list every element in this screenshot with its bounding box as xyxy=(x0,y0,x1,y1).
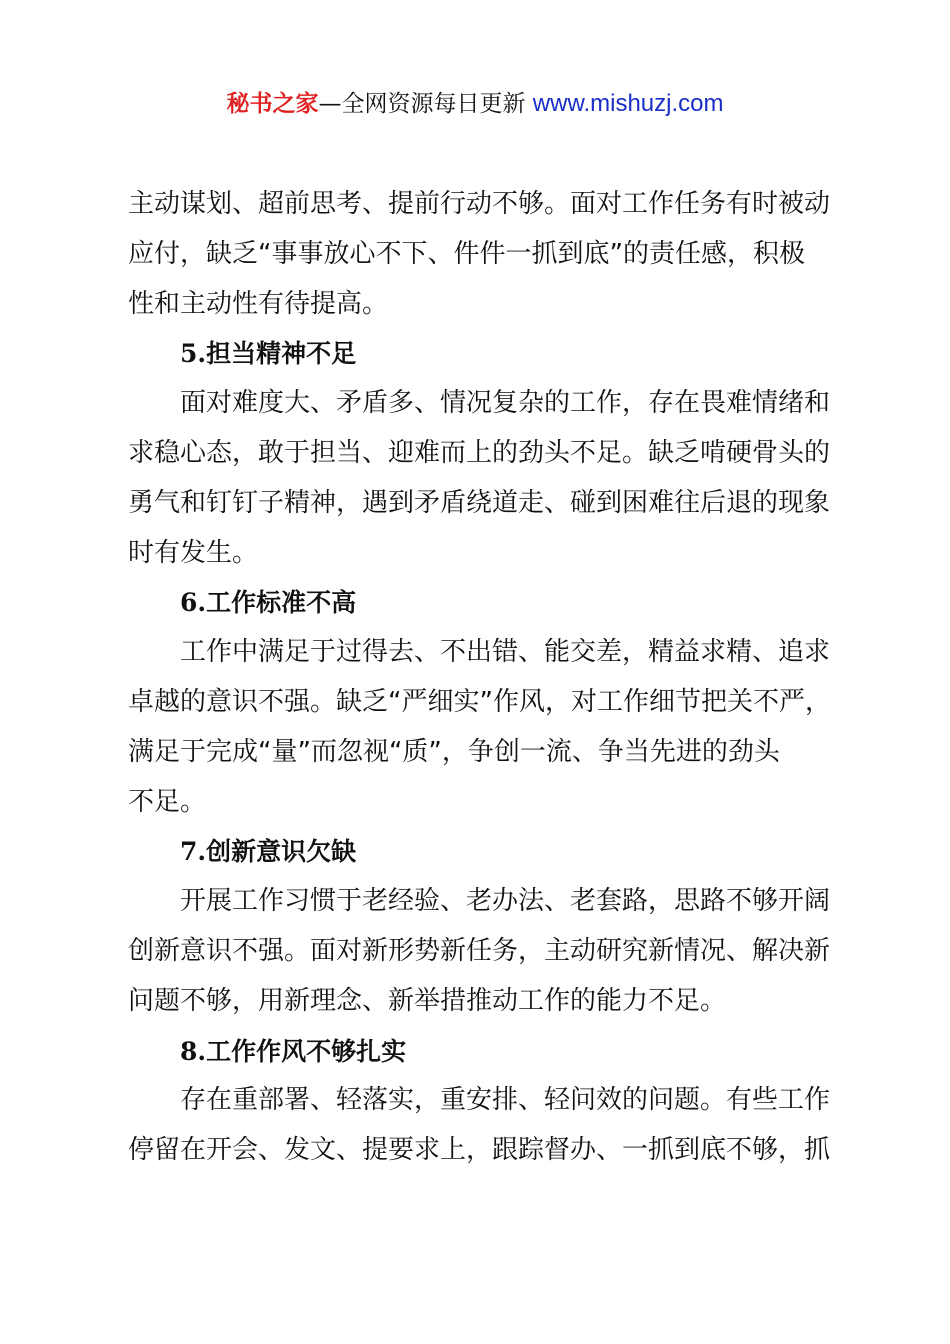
section-heading-6 xyxy=(128,578,832,628)
site-url-link[interactable]: www.mishuzj.com xyxy=(532,90,724,117)
paragraph-line: 主动谋划、超前思考、提前行动不够。面对工作任务有时被动 xyxy=(128,189,831,219)
heading-number: 6. xyxy=(180,588,207,618)
section-heading-7 xyxy=(128,827,832,877)
paragraph-line: 满足于完成“量”而忽视“质”，争创一流、争当先进的劲头 xyxy=(128,736,780,767)
paragraph-line: 工作中满足于过得去、不出错、能交差，精益求精、追求 xyxy=(180,637,831,668)
document-body xyxy=(128,180,832,1176)
heading-text: 担当精神不足 xyxy=(206,339,357,369)
paragraph-line: 时有发生。 xyxy=(128,537,259,568)
paragraph-line: 求稳心态，敢于担当、迎难而上的劲头不足。缺乏啃硬骨头的 xyxy=(128,437,831,468)
header-tagline: —全网资源每日更新 xyxy=(318,91,533,117)
section-heading-5 xyxy=(128,329,832,379)
heading-number: 5. xyxy=(180,339,207,369)
heading-number: 8. xyxy=(180,1036,207,1066)
brand-name: 秘书之家 xyxy=(226,91,319,117)
paragraph-line: 停留在开会、发文、提要求上，跟踪督办、一抓到底不够，抓 xyxy=(128,1135,831,1166)
page-header xyxy=(0,86,950,122)
heading-text: 创新意识欠缺 xyxy=(206,837,357,867)
heading-text: 工作标准不高 xyxy=(206,588,357,618)
paragraph-line: 卓越的意识不强。缺乏“严细实”作风，对工作细节把关不严， xyxy=(128,686,831,717)
paragraph-line: 问题不够，用新理念、新举措推动工作的能力不足。 xyxy=(128,985,727,1016)
paragraph-line: 性和主动性有待提高。 xyxy=(128,288,389,319)
heading-number: 7. xyxy=(180,837,207,867)
paragraph-line: 存在重部署、轻落实，重安排、轻问效的问题。有些工作 xyxy=(180,1085,831,1116)
paragraph-line: 勇气和钉钉子精神，遇到矛盾绕道走、碰到困难往后退的现象 xyxy=(128,487,831,518)
paragraph-line: 创新意识不强。面对新形势新任务，主动研究新情况、解决新 xyxy=(128,935,831,966)
paragraph-line: 应付，缺乏“事事放心不下、件件一抓到底”的责任感，积极 xyxy=(128,238,805,269)
paragraph-line: 面对难度大、矛盾多、情况复杂的工作，存在畏难情绪和 xyxy=(180,388,831,419)
section-heading-8 xyxy=(128,1027,832,1077)
paragraph-line: 不足。 xyxy=(128,786,207,817)
heading-text: 工作作风不够扎实 xyxy=(206,1036,407,1066)
paragraph-line: 开展工作习惯于老经验、老办法、老套路，思路不够开阔 xyxy=(180,886,831,917)
